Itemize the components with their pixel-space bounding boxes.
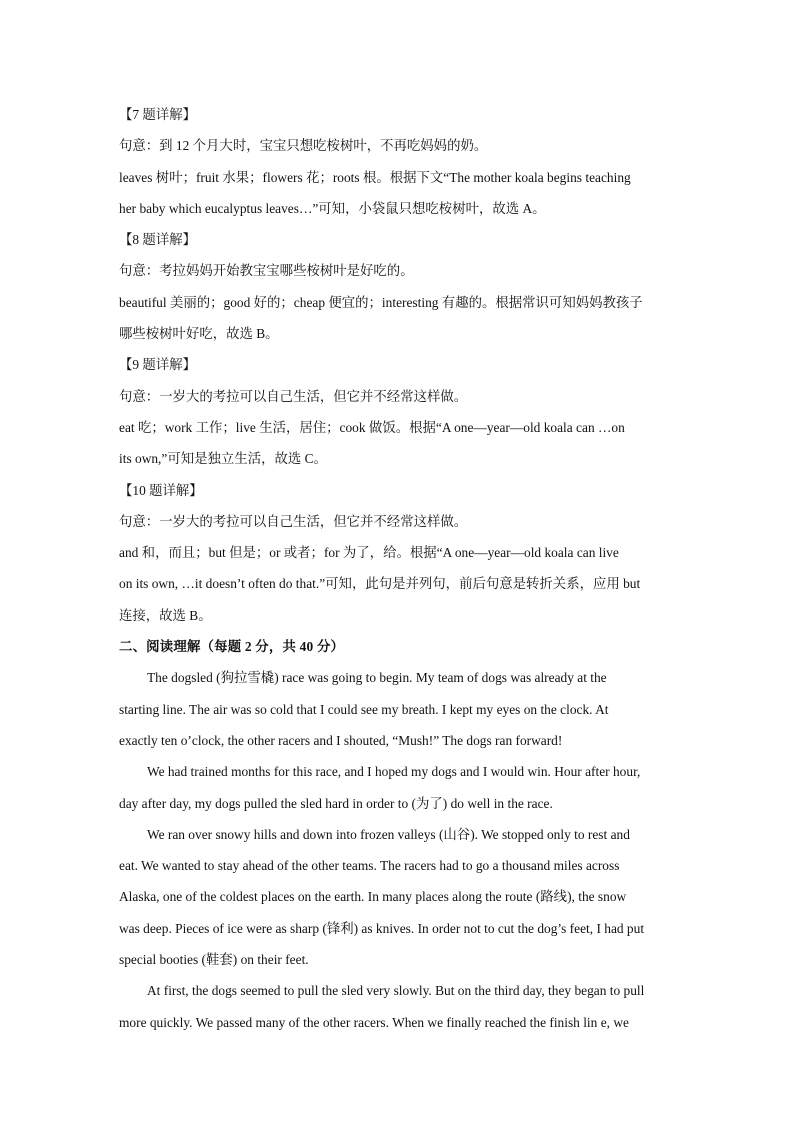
passage-line: Alaska, one of the coldest places on the earth. In many places along the route (路线), the snow — [119, 889, 627, 905]
explanation-line: on its own, …it doesn’t often do that.”可知，此句是并列句，前后句意是转折关系，应用 but — [119, 576, 641, 592]
explanation-line: 句意：考拉妈妈开始教宝宝哪些桉树叶是好吃的。 — [119, 263, 414, 279]
explanation-heading: 【9 题详解】 — [119, 357, 196, 373]
reading-passage — [119, 662, 679, 1038]
explanation-7 — [119, 99, 679, 224]
explanation-line: leaves 树叶；fruit 水果；flowers 花；roots 根。根据下文“The mother koala begins teaching — [119, 169, 631, 185]
document-page — [119, 99, 679, 1038]
explanation-8 — [119, 224, 679, 349]
passage-line: The dogsled (狗拉雪橇) race was going to begin. My team of dogs was already at the — [147, 670, 607, 686]
explanation-line: her baby which eucalyptus leaves…”可知，小袋鼠只想吃桉树叶，故选 A。 — [119, 200, 546, 216]
explanation-line: 连接，故选 B。 — [119, 607, 212, 623]
explanation-heading: 【8 题详解】 — [119, 232, 196, 248]
passage-line: day after day, my dogs pulled the sled hard in order to (为了) do well in the race. — [119, 795, 553, 811]
passage-line: eat. We wanted to stay ahead of the other teams. The racers had to go a thousand miles across — [119, 858, 620, 874]
passage-line: special booties (鞋套) on their feet. — [119, 952, 309, 968]
explanation-line: beautiful 美丽的；good 好的；cheap 便宜的；interesting 有趣的。根据常识可知妈妈教孩子 — [119, 294, 643, 310]
explanation-line: eat 吃；work 工作；live 生活，居住；cook 做饭。根据“A one—year—old koala can …on — [119, 419, 625, 435]
explanation-line: 哪些桉树叶好吃，故选 B。 — [119, 326, 279, 342]
explanation-line: 句意：一岁大的考拉可以自己生活，但它并不经常这样做。 — [119, 513, 468, 529]
passage-line: At first, the dogs seemed to pull the sled very slowly. But on the third day, they began to pull — [147, 983, 645, 999]
section-title: 二、阅读理解（每题 2 分，共 40 分） — [119, 639, 345, 655]
explanation-line: and 和，而且；but 但是；or 或者；for 为了，给。根据“A one—year—old koala can live — [119, 545, 619, 561]
passage-line: starting line. The air was so cold that I could see my breath. I kept my eyes on the clock. At — [119, 701, 609, 717]
explanation-line: its own,”可知是独立生活，故选 C。 — [119, 451, 327, 467]
explanation-9 — [119, 349, 679, 474]
explanation-heading: 【7 题详解】 — [119, 107, 196, 122]
explanation-line: 句意：到 12 个月大时，宝宝只想吃桉树叶，不再吃妈妈的奶。 — [119, 138, 488, 154]
explanation-10 — [119, 475, 679, 631]
passage-line: We had trained months for this race, and I hoped my dogs and I would win. Hour after hour, — [147, 764, 641, 780]
passage-line: more quickly. We passed many of the other racers. When we finally reached the finish lin e, we — [119, 1014, 629, 1030]
explanation-line: 句意：一岁大的考拉可以自己生活，但它并不经常这样做。 — [119, 388, 468, 404]
passage-line: We ran over snowy hills and down into frozen valleys (山谷). We stopped only to rest and — [147, 826, 630, 842]
explanation-heading: 【10 题详解】 — [119, 482, 203, 498]
passage-line: was deep. Pieces of ice were as sharp (锋利) as knives. In order not to cut the dog’s feet, I had put — [119, 920, 645, 936]
passage-line: exactly ten o’clock, the other racers and I shouted, “Mush!” The dogs ran forward! — [119, 732, 563, 748]
